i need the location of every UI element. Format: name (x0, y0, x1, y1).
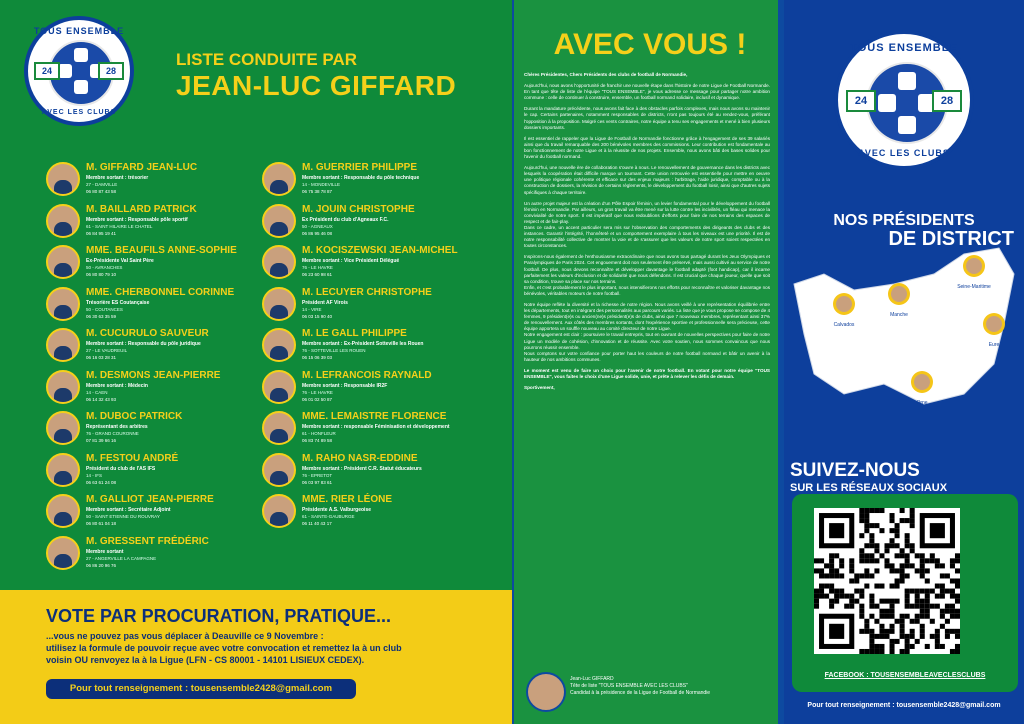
candidate-name: MME. BEAUFILS ANNE-SOPHIE (86, 245, 237, 256)
candidate-phone: 06 80 61 04 18 (86, 521, 117, 526)
candidate-card (262, 453, 492, 493)
logo-year-right: 28 (98, 62, 124, 80)
letter-paragraph: Notre engagement est clair : poursuivre le travail entrepris, tout en ouvrant de nouvelles perspectives pour faire de notre Ligue un modèle de cohésion, d'innovation et de réussite. Avec votre soutien, nous sommes convaincus que nous pourrons réussir ensemble. (524, 332, 770, 350)
candidate-name: M. CUCURULO SAUVEUR (86, 328, 209, 339)
letter-paragraph: Nous comptons sur votre confiance pour porter haut les couleurs de notre football normand et bâtir un avenir à la hauteur de nos ambitions communes. (524, 350, 770, 362)
candidate-location: 14 - CAEN (86, 389, 108, 395)
logo-top-text: TOUS ENSEMBLE (33, 26, 125, 36)
signature-subtitle: Candidat à la présidence de la Ligue de Football de Normandie (570, 690, 711, 696)
logo-bottom-text: AVEC LES CLUBS (858, 148, 950, 158)
president-pin (888, 283, 910, 305)
candidate-card (46, 287, 276, 327)
candidate-photo (46, 328, 80, 362)
candidate-location: 50 - COUTANCES (86, 306, 123, 312)
letter-title: AVEC VOUS ! (553, 28, 747, 61)
candidate-photo (46, 494, 80, 528)
presidents-heading-1: NOS PRÉSIDENTS (833, 212, 975, 229)
candidate-role: Présidente A.S. Valburgeoise (302, 507, 372, 513)
candidate-role: Membre sortant (86, 548, 124, 555)
presidents-heading-2: DE DISTRICT (888, 228, 1014, 250)
candidate-role: Trésorière ES Coutançaise (86, 299, 150, 306)
letter-call-to-action: Le moment est venu de faire un choix pour l'avenir de notre football. En votant pour notre équipe "TOUS ENSEMBLE", vous faites le choix d'une Ligue solide, unie, et prête à relever les défis de demain. (524, 367, 770, 380)
candidate-name: M. FESTOU ANDRÉ (86, 452, 179, 464)
candidate-location: 50 - AGNEAUX (302, 223, 333, 229)
candidate-location: 61 - SAINT HILAIRE LE CHATEL (86, 223, 153, 229)
logo-year-right: 28 (932, 90, 962, 112)
candidate-location: 76 - LE HAVRE (302, 265, 333, 270)
facebook-link[interactable]: FACEBOOK : TOUSENSEMBLEAVECLESCLUBS (824, 672, 986, 679)
president-pin (833, 293, 855, 315)
follow-heading-2: SUR LES RÉSEAUX SOCIAUX (790, 482, 948, 494)
candidate-location: 50 - SAINT ETIENNE DU ROUVRAY (86, 514, 160, 519)
candidate-role: Membre sortant : Ex-Président Sotteville les Rouen (302, 341, 424, 347)
candidate-phone: 06 86 20 96 76 (86, 562, 117, 568)
candidate-phone: 06 30 63 35 59 (86, 313, 117, 319)
candidate-role: Président du club de l'AS IFS (86, 465, 156, 472)
vote-procuration-section (0, 590, 512, 724)
candidate-phone: 06 03 97 83 61 (302, 479, 333, 485)
candidate-name: M. DUBOC PATRICK (86, 411, 183, 422)
tous-ensemble-logo (834, 30, 974, 170)
candidate-photo (262, 245, 296, 279)
logo-year-left: 24 (846, 90, 876, 112)
candidate-photo (46, 162, 80, 196)
candidate-photo (262, 453, 296, 487)
candidate-name: MME. LEMAISTRE FLORENCE (302, 411, 447, 422)
candidate-phone: 06 16 03 28 31 (86, 355, 117, 360)
candidate-name: M. BAILLARD PATRICK (86, 203, 197, 215)
president-pin (963, 255, 985, 277)
candidate-phone: 06 01 02 50 87 (302, 396, 333, 402)
candidate-location: 50 - AVRANCHES (86, 265, 123, 270)
letter-paragraph: Un autre projet majeur est la création d'un Pôle Espoir féminin, un levier fondamental pour le développement du football féminin en Normandie. Par ailleurs, un gros travail va être mené sur la lutte contre les incivilités, un fléau qui menace la convivialité de notre sport. Il est impératif que nous redoublions d'efforts pour faire de nos terrains des espaces de respect et de fair-play. (524, 200, 770, 224)
normandy-map (784, 244, 1024, 414)
candidate-phone: 06 86 95 46 08 (302, 230, 333, 236)
candidate-location: 27 - DAMVILLE (86, 182, 118, 187)
tous-ensemble-logo (24, 16, 134, 126)
candidate-photo (262, 494, 296, 528)
candidate-role: Membre sortant : responsable Féminisation et développement (302, 424, 450, 430)
candidate-name: M. GRESSENT FRÉDÉRIC (86, 535, 209, 547)
candidate-photo (46, 536, 80, 570)
candidate-location: 76 - LE HAVRE (302, 389, 333, 395)
candidate-role: Membre sortant : trésorier (86, 175, 149, 181)
candidate-name: MME. RIER LÉONE (302, 494, 393, 505)
heading-leader: JEAN-LUC GIFFARD (176, 70, 457, 101)
candidate-role: Membre sortant : Responsable IR2F (302, 382, 388, 389)
candidate-location: 27 - LE VAUDREUIL (86, 348, 128, 353)
candidate-location: 76 - SOTTEVILLE LES ROUEN (302, 348, 366, 353)
contact-email-button[interactable]: Pour tout renseignement : tousensemble2428@gmail.com (46, 679, 356, 699)
letter-paragraph: Enfin, et c'est probablement le plus important, nous intensifierons nos efforts pour reconnaître et valoriser davantage nos bénévoles, véritables moteurs de notre football. (524, 284, 770, 296)
letter-paragraph: Aujourd'hui, une nouvelle ère de collaboration s'ouvre à nous. Le renouvellement de gouvernance dans les districts avec lesquels la coopération était difficile marque un tournant. Cette union retrouvée est essentielle pour mettre en oeuvre une politique régionale cohérente et efficace sur des enjeux majeurs : l'arbitrage, l'aide juridique, comptable ou à la construction de dossiers, la révision de certains règlements, le développement du football loisir, ainsi que d'autres sujets spécifiques à chaque territoire. (524, 165, 770, 195)
candidate-name: M. KOCISZEWSKI JEAN-MICHEL (302, 245, 458, 256)
candidate-card (262, 370, 492, 410)
candidate-location: 76 - EPRETOT (302, 472, 333, 478)
qr-container (792, 494, 1018, 692)
candidate-location: 14 - VIRE (302, 306, 322, 312)
logo-bottom-text: AVEC LES CLUBS (41, 109, 117, 116)
vote-title: VOTE PAR PROCURATION, PRATIQUE... (46, 606, 392, 626)
candidate-card (46, 204, 276, 244)
candidate-photo (46, 287, 80, 321)
candidate-card (262, 204, 492, 244)
candidate-name: M. GALLIOT JEAN-PIERRE (86, 494, 214, 505)
candidate-phone: 06 63 61 24 08 (86, 479, 117, 485)
map-label: Calvados (833, 322, 855, 328)
qr-code[interactable] (814, 508, 960, 654)
president-pin (983, 313, 1005, 335)
candidate-location: 14 - IFS (86, 472, 103, 478)
candidate-phone: 06 23 60 98 61 (302, 272, 333, 277)
candidate-name: M. RAHO NASR-EDDINE (302, 452, 418, 464)
candidate-location: 61 - HONFLEUR (302, 431, 336, 436)
candidate-role: Membre sortant : Président C.R. Statut éducateurs (302, 465, 422, 472)
candidate-photo (262, 287, 296, 321)
letter-paragraph: Il est essentiel de rappeler que la Ligue de Football de Normandie fonctionne grâce à l'engagement de ses 39 salariés ainsi que du travail remarquable des 200 bénévoles membres des commissions. Leur contribution est fondamentale au bon fonctionnement de notre Ligue et à la réussite de nos projets. Ensemble, nous avons bâti des bases solides pour l'avenir du football normand. (524, 135, 770, 160)
candidate-photo (262, 370, 296, 404)
letter-paragraph: Notre équipe reflète la diversité et la richesse de notre région. Nous avons veillé à une représentation équilibrée entre les départements, tout en intégrant des personnalités aux parcours variés. La liste que je vous propose se compose de 4 femmes, 9 président(e)s ou ancien(ne)s président(e)s de clubs, ainsi que 7 nouveaux membres, représentant ainsi 37% de renouvellement. Aux côtés des membres sortants, dont l'expérience sportive et professionnelle sera précieuse, cette équipe apportera un souffle nouveau au comité directeur de notre Ligue. (524, 302, 770, 332)
heading-liste: LISTE CONDUITE PAR (176, 50, 358, 69)
candidate-role: Membre sortant : Responsable du pôle juridique (86, 341, 201, 347)
candidate-card (46, 370, 276, 410)
logo-year-left: 24 (34, 62, 60, 80)
candidate-phone: 06 14 32 43 93 (86, 396, 117, 402)
candidate-role: Membre sortant : Secrétaire Adjoint (86, 507, 171, 513)
candidate-photo (262, 162, 296, 196)
candidate-name: M. LECUYER CHRISTOPHE (302, 286, 432, 298)
map-label: Seine-Maritime (957, 284, 991, 290)
candidate-card (262, 328, 492, 368)
letter-paragraph: Dans ce cadre, un accent particulier sera mis sur l'observation des comportements des dirigeants des clubs et des instances. Garantir l'intégrité, l'honnêteté et un comportement exemplaire à tous les niveaux est une priorité. Il est de notre responsabilité collective de montrer la voie et de s'assurer que les valeurs de notre sport soient respectées en toutes circonstances. (524, 224, 770, 249)
president-pin (911, 371, 933, 393)
candidate-phone: 06 80 87 43 58 (86, 189, 117, 194)
candidate-card (262, 494, 492, 534)
contact-email[interactable]: Pour tout renseignement : tousensemble2428@gmail.com (807, 702, 1001, 709)
map-label: Eure (988, 342, 1000, 348)
candidate-name: MME. CHERBONNEL CORINNE (86, 286, 235, 298)
candidate-location: 76 - GRAND COURONNE (86, 431, 139, 436)
right-panel (784, 0, 1024, 724)
candidate-card (46, 411, 276, 451)
candidate-photo (46, 453, 80, 487)
candidate-location: 27 - ANGERVILLE LA CAMPAGNE (86, 555, 157, 561)
candidate-phone: 06 11 40 43 17 (302, 521, 332, 526)
candidate-phone: 07 81 39 66 16 (86, 438, 117, 443)
candidate-phone: 06 83 74 89 58 (302, 438, 333, 443)
vote-body-line: utilisez la formule de pouvoir reçue avec votre convocation et remettez la à un club (46, 643, 402, 653)
candidate-card (262, 162, 492, 202)
candidate-card (46, 328, 276, 368)
vote-body (46, 630, 486, 666)
candidate-card (46, 245, 276, 285)
candidate-role: Membre sortant : Vice Président Délégué (302, 258, 400, 264)
candidate-photo (262, 411, 296, 445)
middle-panel (512, 0, 784, 724)
signatory-avatar (526, 672, 566, 712)
candidate-phone: 06 03 15 90 40 (302, 313, 333, 319)
candidate-photo (46, 370, 80, 404)
candidate-name: M. LE GALL PHILIPPE (302, 328, 407, 339)
signature-title: Tête de liste "TOUS ENSEMBLE AVEC LES CLUBS" (570, 683, 688, 689)
signature-block (570, 676, 710, 697)
candidate-location: 14 - MONDEVILLE (302, 182, 341, 187)
candidate-name: M. DESMONS JEAN-PIERRE (86, 369, 221, 381)
candidate-card (262, 287, 492, 327)
follow-heading-1: SUIVEZ-NOUS (790, 460, 920, 481)
candidate-name: M. JOUIN CHRISTOPHE (302, 203, 415, 215)
letter-paragraph: Inspirons-nous également de l'enthousiasme extraordinaire que nous avons tous partagé durant les Jeux Olympiques et Paralympiques de Paris 2024. Cet engouement doit non seulement être préservé, mais aussi cultivé au service de notre football. De plus, nous devons reconnaître et développer davantage le football adapté (foot handicap), car il incarne parfaitement les valeurs d'inclusion et de solidarité que nous défendons. Il est crucial que chaque joueur, quelle que soit sa condition, trouve sa place sur nos terrains. (524, 254, 770, 284)
candidate-phone: 06 80 80 79 10 (86, 272, 117, 277)
candidate-photo (46, 411, 80, 445)
candidate-phone: 06 15 06 39 03 (302, 355, 333, 360)
candidate-location: 61 - SAINTE-GAUBURGE (302, 514, 355, 519)
candidate-photo (262, 204, 296, 238)
candidate-phone: 06 75 38 78 87 (302, 189, 333, 194)
candidate-phone: 06 84 95 19 41 (86, 230, 117, 236)
candidate-photo (46, 245, 80, 279)
candidate-photo (46, 204, 80, 238)
candidate-role: Ex-Présidente Val Saint Père (86, 258, 154, 264)
candidate-photo (262, 328, 296, 362)
map-label: Orne (916, 400, 928, 406)
candidate-card (46, 162, 276, 202)
candidate-name: M. GIFFARD JEAN-LUC (86, 162, 198, 173)
candidate-card (46, 536, 276, 576)
candidate-card (262, 411, 492, 451)
map-label: Manche (890, 312, 908, 318)
candidate-role: Ex Président du club d'Agneaux F.C. (302, 216, 389, 223)
signature-name: Jean-Luc GIFFARD (570, 676, 614, 682)
vote-body-line: voisin OU renvoyez la à la Ligue (LFN - CS 80001 - 14101 LISIEUX CEDEX). (46, 655, 365, 665)
candidate-card (46, 453, 276, 493)
letter-body (524, 72, 770, 396)
candidate-card (262, 245, 492, 285)
candidate-role: Membre sortant : Médecin (86, 382, 148, 389)
candidate-role: Membre sortant : Responsable du pôle technique (302, 175, 420, 181)
candidate-card (46, 494, 276, 534)
letter-paragraph: Aujourd'hui, nous avons l'opportunité de franchir une nouvelle étape dans l'histoire de notre Ligue de Football Normande. En tant que tête de liste de l'équipe "TOUS ENSEMBLE", je vous adresse ce message pour partager notre ambition commune : celle de continuer à construire, ensemble, un football normand solidaire, inclusif et dynamique. (524, 83, 771, 101)
candidate-role: Représentant des arbitres (86, 424, 148, 430)
candidate-name: M. GUERRIER PHILIPPE (302, 162, 418, 173)
candidate-role: Membre sortant : Responsable pôle sportif (86, 216, 188, 223)
vote-body-line: ...vous ne pouvez pas vous déplacer à Deauville ce 9 Novembre : (46, 631, 324, 641)
letter-closing: Sportivement, (524, 385, 555, 391)
candidate-role: Président AF Virois (302, 299, 348, 306)
candidate-name: M. LEFRANCOIS RAYNALD (302, 369, 432, 381)
logo-top-text: TOUS ENSEMBLE (850, 42, 958, 54)
letter-paragraph: Durant la mandature précédente, nous avons fait face à des obstacles parfois complexes, mais nous avons su maintenir le cap. Certains partenaires, notamment responsables de districts, n'ont pas toujours été au rendez-vous, préférant l'opposition à la proposition. Malgré ces vents contraires, notre équipe a tenu ses engagements et mené à bien plusieurs dossiers importants. (524, 106, 770, 130)
letter-greeting: Chères Présidentes, Chers Présidents des clubs de football de Normandie, (524, 72, 688, 77)
